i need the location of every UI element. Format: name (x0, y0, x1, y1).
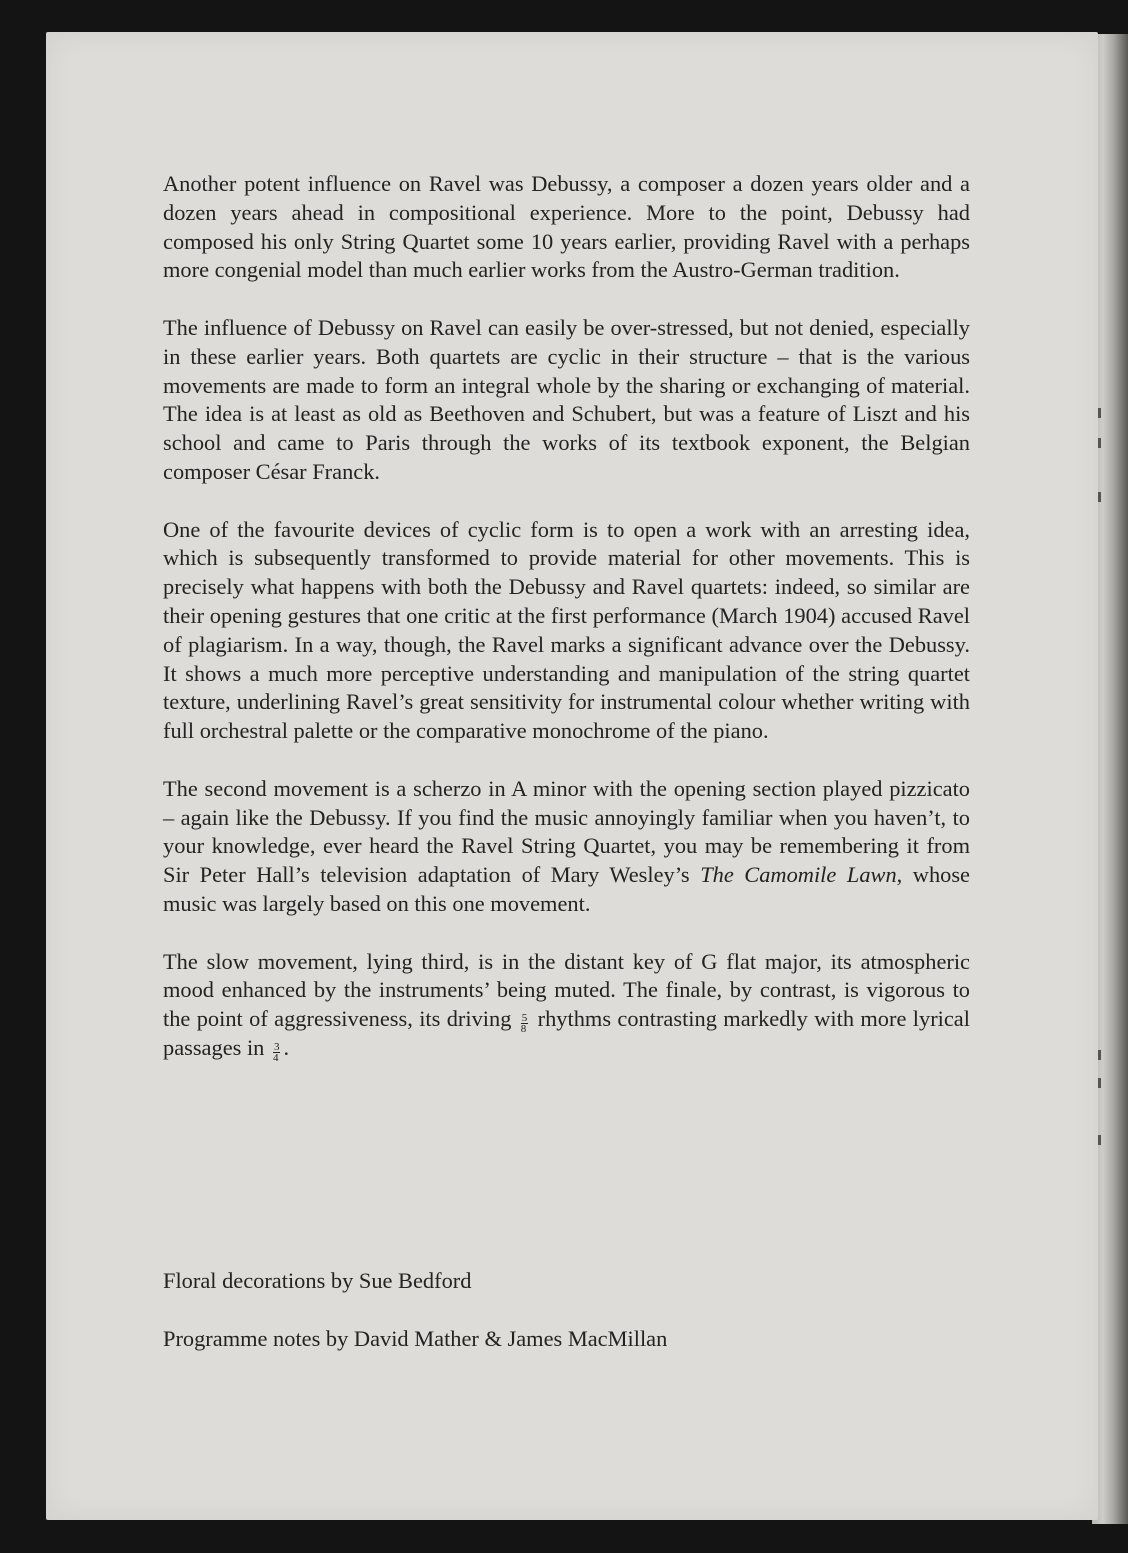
title-italic: The Camomile Lawn (700, 862, 897, 888)
edge-mark (1098, 1135, 1101, 1145)
time-signature-fraction (521, 1013, 529, 1034)
programme-notes-body (163, 170, 970, 1092)
fraction-denominator: 4 (272, 1052, 279, 1065)
paragraph-slow-movement (163, 948, 970, 1064)
floral-credit: Floral decorations by Sue Bedford (163, 1268, 472, 1293)
paragraph-text: The slow movement, lying third, is in the distant key of G flat major, its atmospheric mood enhanced by the instruments’ being muted. The finale, by contrast, is vigorous to the point of aggressiveness, its driving (163, 948, 970, 1032)
time-signature-fraction (273, 1042, 281, 1063)
paragraph-debussy-influence: Another potent influence on Ravel was Debussy, a composer a dozen years older and a dozen years ahead in compositional experience. More to the point, Debussy had composed his only String Quartet some 10 years earlier, providing Ravel with a perhaps more congenial model than much earlier works from the Austro-German tradition. (163, 171, 970, 283)
edge-mark (1098, 1050, 1101, 1060)
paragraph-cyclic-structure: The influence of Debussy on Ravel can easily be over-stressed, but not denied, especially in these earlier years. Both quartets are cyclic in their structure – that is the various movements are made to form an integral whole by the sharing or exchanging of material. The idea is at least as old as Beethoven and Schubert, but was a feature of Liszt and his school and came to Paris through the works of its textbook exponent, the Belgian composer César Franck. (163, 314, 970, 484)
paragraph-second-movement (163, 775, 970, 919)
paragraph-text: rhythms contrasting markedly with more lyrical passages in (163, 1006, 970, 1061)
paragraph-text: . (283, 1035, 290, 1061)
edge-mark (1098, 492, 1101, 502)
paragraph-text: , whose music was largely based on this one movement. (163, 862, 970, 916)
paragraph-cyclic-form: One of the favourite devices of cyclic form is to open a work with an arresting idea, which is subsequently transformed to provide material for other movements. This is precisely what happens with both the Debussy and Ravel quartets: indeed, so similar are their opening gestures that one critic at the first performance (March 1904) accused Ravel of plagiarism. In a way, though, the Ravel marks a significant advance over the Debussy. It shows a much more perceptive understanding and manipulation of the string quartet texture, underlining Ravel’s great sensitivity for instrumental colour whether writing with full orchestral palette or the comparative monochrome of the piano. (163, 516, 970, 744)
edge-mark (1098, 408, 1101, 418)
credits (163, 1267, 667, 1382)
edge-mark (1098, 438, 1101, 448)
edge-mark (1098, 1078, 1101, 1088)
paragraph-text: The second movement is a scherzo in A minor with the opening section played pizzicato – again like the Debussy. If you find the music annoyingly familiar when you haven’t, to your knowledge, ever heard the Ravel String Quartet, you may be remembering it from Sir Peter Hall’s television adaptation of Mary Wesley’s (163, 775, 970, 888)
fraction-numerator: 5 (521, 1012, 528, 1025)
fraction-numerator: 3 (273, 1041, 280, 1054)
notes-credit: Programme notes by David Mather & James MacMillan (163, 1325, 668, 1351)
fraction-denominator: 8 (520, 1023, 527, 1036)
